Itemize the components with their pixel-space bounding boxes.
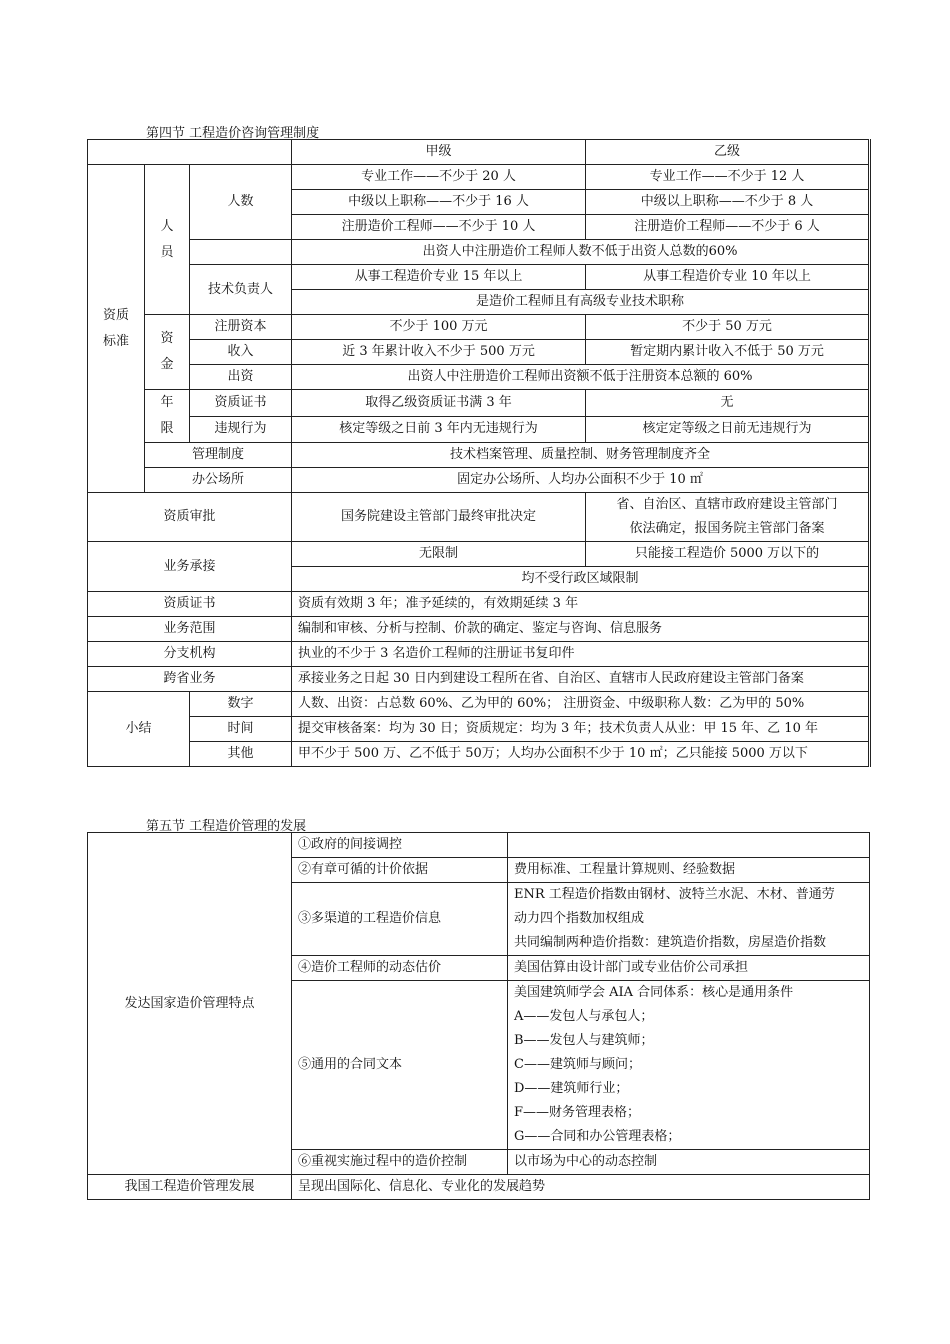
headcount-yi-1: 专业工作——不少于 12 人 xyxy=(586,165,870,190)
item-1-value xyxy=(508,833,870,858)
table-row xyxy=(88,617,870,642)
table-row xyxy=(88,542,870,567)
cross-label: 跨省业务 xyxy=(88,667,292,692)
scope-value: 编制和审核、分析与控制、价款的确定、鉴定与咨询、信息服务 xyxy=(292,617,870,642)
personnel-label: 人员 xyxy=(145,165,190,315)
table-row xyxy=(88,390,870,417)
reg-capital-label: 注册资本 xyxy=(190,315,292,340)
reg-capital-yi: 不少于 50 万元 xyxy=(586,315,870,340)
table-row xyxy=(88,667,870,692)
income-label: 收入 xyxy=(190,340,292,365)
china-label: 我国工程造价管理发展 xyxy=(88,1175,292,1200)
table-row xyxy=(88,365,870,390)
violation-label: 违规行为 xyxy=(190,416,292,443)
item-3-value: ENR 工程造价指数由钢材、波特兰水泥、木材、普通劳 动力四个指数加权组成 共同编制两种造价指数：建筑造价指数，房屋造价指数 xyxy=(508,883,870,956)
tech-lead-label: 技术负责人 xyxy=(190,265,292,315)
branch-label: 分支机构 xyxy=(88,642,292,667)
header-blank xyxy=(88,140,292,165)
approval-yi: 省、自治区、直辖市政府建设主管部门 依法确定，报国务院主管部门备案 xyxy=(586,493,870,542)
income-yi: 暂定期内累计收入不低于 50 万元 xyxy=(586,340,870,365)
table-row xyxy=(88,717,870,742)
table-row xyxy=(88,833,870,858)
mgmt-common: 技术档案管理、质量控制、财务管理制度齐全 xyxy=(292,443,870,468)
office-label: 办公场所 xyxy=(145,468,292,493)
violation-yi: 核定定等级之日前无违规行为 xyxy=(586,416,870,443)
item-4-label: ④造价工程师的动态估价 xyxy=(292,956,508,981)
time-label: 时间 xyxy=(190,717,292,742)
reg-capital-jia: 不少于 100 万元 xyxy=(292,315,586,340)
numbers-value: 人数、出资：占总数 60%、乙为甲的 60%； 注册资金、中级职称人数：乙为甲的 50% xyxy=(292,692,870,717)
headcount-jia-1: 专业工作——不少于 20 人 xyxy=(292,165,586,190)
headcount-yi-3: 注册造价工程师——不少于 6 人 xyxy=(586,215,870,240)
table-row xyxy=(88,340,870,365)
item-4-value: 美国估算由设计部门或专业估价公司承担 xyxy=(508,956,870,981)
item-1-label: ①政府的间接调控 xyxy=(292,833,508,858)
cert-valid-label: 资质证书 xyxy=(88,592,292,617)
item-6-label: ⑥重视实施过程中的造价控制 xyxy=(292,1150,508,1175)
headcount-jia-3: 注册造价工程师——不少于 10 人 xyxy=(292,215,586,240)
headcount-jia-2: 中级以上职称——不少于 16 人 xyxy=(292,190,586,215)
table-row xyxy=(88,265,870,290)
item-5-label: ⑤通用的合同文本 xyxy=(292,981,508,1150)
qual-std-label: 资质标准 xyxy=(88,165,145,493)
years-label: 年限 xyxy=(145,390,190,443)
business-common: 均不受行政区域限制 xyxy=(292,567,870,592)
header-jia: 甲级 xyxy=(292,140,586,165)
table-row xyxy=(88,493,870,542)
other-value: 甲不少于 500 万、乙不低于 50万；人均办公面积不少于 10 ㎡；乙只能接 5000 万以下 xyxy=(292,742,870,767)
mgmt-label: 管理制度 xyxy=(145,443,292,468)
table-row xyxy=(88,315,870,340)
table-row xyxy=(88,165,870,190)
table-row xyxy=(88,1175,870,1200)
income-jia: 近 3 年累计收入不少于 500 万元 xyxy=(292,340,586,365)
qualification-table xyxy=(87,139,871,767)
headcount-label: 人数 xyxy=(190,165,292,240)
table-row xyxy=(88,592,870,617)
section5-title: 第五节 工程造价管理的发展 xyxy=(146,819,307,834)
tech-lead-jia: 从事工程造价专业 15 年以上 xyxy=(292,265,586,290)
other-label: 其他 xyxy=(190,742,292,767)
section4-title: 第四节 工程造价咨询管理制度 xyxy=(146,126,320,141)
violation-jia: 核定等级之日前 3 年内无违规行为 xyxy=(292,416,586,443)
cert-jia: 取得乙级资质证书满 3 年 xyxy=(292,390,586,417)
numbers-label: 数字 xyxy=(190,692,292,717)
time-value: 提交审核备案：均为 30 日；资质规定：均为 3 年；技术负责人从业：甲 15 年、乙 10 年 xyxy=(292,717,870,742)
branch-value: 执业的不少于 3 名造价工程师的注册证书复印件 xyxy=(292,642,870,667)
item-6-value: 以市场为中心的动态控制 xyxy=(508,1150,870,1175)
approval-label: 资质审批 xyxy=(88,493,292,542)
cross-value: 承接业务之日起 30 日内到建设工程所在省、自治区、直辖市人民政府建设主管部门备案 xyxy=(292,667,870,692)
business-jia: 无限制 xyxy=(292,542,586,567)
table-row xyxy=(88,692,870,717)
cert-valid-value: 资质有效期 3 年；准予延续的，有效期延续 3 年 xyxy=(292,592,870,617)
blank xyxy=(190,240,292,265)
cert-yi: 无 xyxy=(586,390,870,417)
item-5-value: 美国建筑师学会 AIA 合同体系：核心是通用条件 A——发包人与承包人； B——发包人与建筑师； C——建筑师与顾问； D——建筑师行业； F——财务管理表格； G——合同和办公管理表格； xyxy=(508,981,870,1150)
table-row xyxy=(88,468,870,493)
investment-label: 出资 xyxy=(190,365,292,390)
business-yi: 只能接工程造价 5000 万以下的 xyxy=(586,542,870,567)
investment-common: 出资人中注册造价工程师出资额不低于注册资本总额的 60% xyxy=(292,365,870,390)
item-2-value: 费用标准、工程量计算规则、经验数据 xyxy=(508,858,870,883)
tech-lead-common: 是造价工程师且有高级专业技术职称 xyxy=(292,290,870,315)
summary-label: 小结 xyxy=(88,692,190,767)
table-row xyxy=(88,642,870,667)
item-3-label: ③多渠道的工程造价信息 xyxy=(292,883,508,956)
table-row xyxy=(88,240,870,265)
approval-jia: 国务院建设主管部门最终审批决定 xyxy=(292,493,586,542)
table-row xyxy=(88,140,870,165)
table-row xyxy=(88,742,870,767)
headcount-common: 出资人中注册造价工程师人数不低于出资人总数的60% xyxy=(292,240,870,265)
china-value: 呈现出国际化、信息化、专业化的发展趋势 xyxy=(292,1175,870,1200)
table-row xyxy=(88,443,870,468)
office-common: 固定办公场所、人均办公面积不少于 10 ㎡ xyxy=(292,468,870,493)
development-table xyxy=(87,832,870,1200)
table-row xyxy=(88,416,870,443)
item-2-label: ②有章可循的计价依据 xyxy=(292,858,508,883)
tech-lead-yi: 从事工程造价专业 10 年以上 xyxy=(586,265,870,290)
headcount-yi-2: 中级以上职称——不少于 8 人 xyxy=(586,190,870,215)
scope-label: 业务范围 xyxy=(88,617,292,642)
developed-label: 发达国家造价管理特点 xyxy=(88,833,292,1175)
capital-label: 资金 xyxy=(145,315,190,390)
cert-label: 资质证书 xyxy=(190,390,292,417)
header-yi: 乙级 xyxy=(586,140,870,165)
business-label: 业务承接 xyxy=(88,542,292,592)
